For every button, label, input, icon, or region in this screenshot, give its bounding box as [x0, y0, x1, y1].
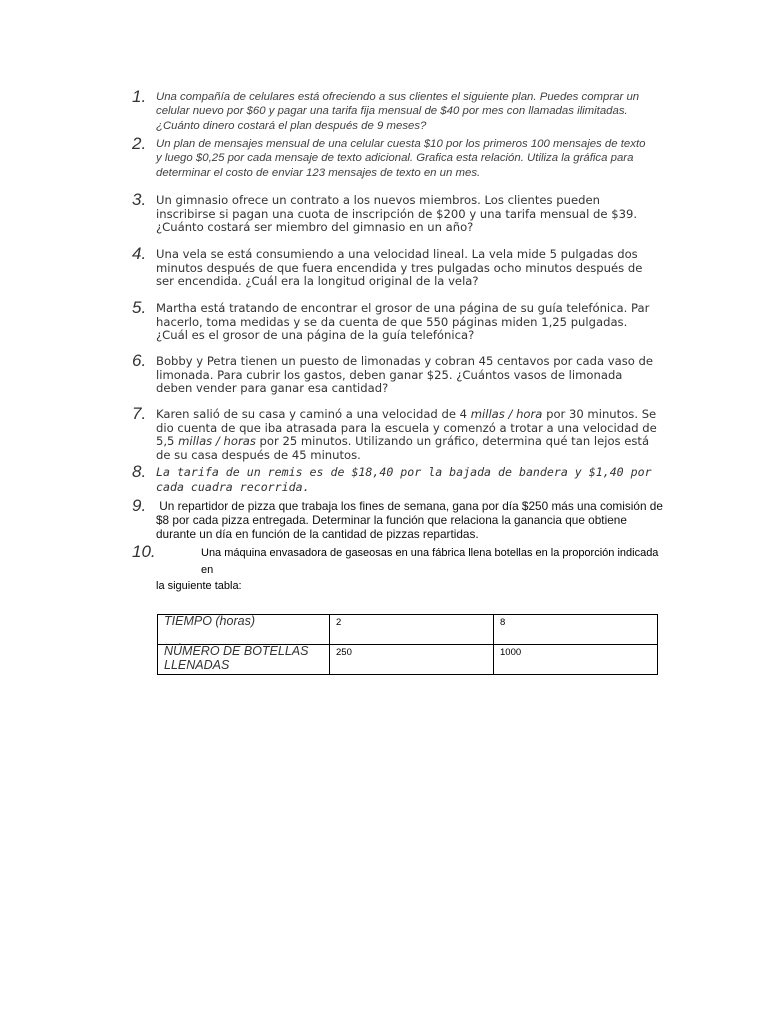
- problem-text: Un gimnasio ofrece un contrato a los nuevos miembros. Los clientes pueden inscribirse si pagan una cuota de inscripción de $200 y una tarifa mensual de $39. ¿Cuánto costará ser miembro del gimnasio en un año?: [156, 193, 638, 235]
- problem-text: Karen salió de su casa y caminó a una velocidad de 4 millas / hora por 30 minutos. Se dio cuenta de que iba atrasada para la escuela y comenzó a trotar a una velocidad de 5,5 millas / horas por 25 minutos. Utilizando un gráfico, determina qué tan lejos está de su casa después de 45 minutos.: [156, 407, 657, 462]
- problem-text: Bobby y Petra tienen un puesto de limonadas y cobran 45 centavos por cada vaso de limonada. Para cubrir los gastos, deben ganar $25. ¿Cuántos vasos de limonada deben vender para ganar esa cantidad?: [156, 354, 654, 396]
- problem-number: 2.: [132, 134, 147, 153]
- table-cell: 8: [494, 615, 658, 645]
- table-row: [158, 615, 658, 645]
- problem-text: Una compañía de celulares está ofreciendo a sus clientes el siguiente plan. Puedes comprar un celular nuevo por $60 y pagar una tarifa fija mensual de $40 por mes con llamadas ilimitadas. ¿Cuánto dinero costará el plan después de 9 meses?: [156, 91, 640, 132]
- problem-number: 9.: [132, 496, 147, 515]
- problem-number: 4.: [132, 244, 147, 263]
- problem-text: Una vela se está consumiendo a una velocidad lineal. La vela mide 5 pulgadas dos minutos después de que fuera encendida y tres pulgadas ocho minutos después de ser encendida. ¿Cuál era la longitud original de la vela?: [156, 247, 643, 289]
- table-cell: 2: [330, 615, 494, 645]
- problem-text: Una máquina envasadora de gaseosas en una fábrica llena botellas en la proporción indicada en la siguiente tabla:: [156, 547, 659, 592]
- problem-text: La tarifa de un remis es de $18,40 por la bajada de bandera y $1,40 por cada cuadra recorrida.: [156, 465, 652, 494]
- problem-number: 5.: [132, 298, 147, 317]
- problem-number: 6.: [132, 351, 147, 370]
- table-cell: 1000: [494, 645, 658, 675]
- problem-number: 10.: [132, 542, 156, 561]
- problem-text: Martha está tratando de encontrar el grosor de una página de su guía telefónica. Par hacerlo, toma medidas y se da cuenta de que 550 páginas miden 1,25 pulgadas. ¿Cuál es el grosor de una página de la guía telefónica?: [156, 301, 650, 343]
- table-cell: 250: [330, 645, 494, 675]
- problem-number: 3.: [132, 190, 147, 209]
- problem-number: 7.: [132, 404, 147, 423]
- problem-text: Un plan de mensajes mensual de una celular cuesta $10 por los primeros 100 mensajes de texto y luego $0,25 por cada mensaje de texto adicional. Grafica esta relación. Utiliza la gráfica para determinar el costo de enviar 123 mensajes de texto en un mes.: [156, 138, 646, 179]
- row-header: NÚMERO DE BOTELLAS LLENADAS: [158, 645, 330, 675]
- problem-number: 1.: [132, 87, 147, 106]
- row-header: TIEMPO (horas): [158, 615, 330, 645]
- problem-text: Un repartidor de pizza que trabaja los fines de semana, gana por día $250 más una comisión de $8 por cada pizza entregada. Determinar la función que relaciona la ganancia que obtiene durante un día en función de la cantidad de pizzas repartidas.: [156, 499, 663, 541]
- problem-number: 8.: [132, 462, 147, 481]
- table-row: [158, 645, 658, 675]
- bottles-table: [157, 614, 658, 675]
